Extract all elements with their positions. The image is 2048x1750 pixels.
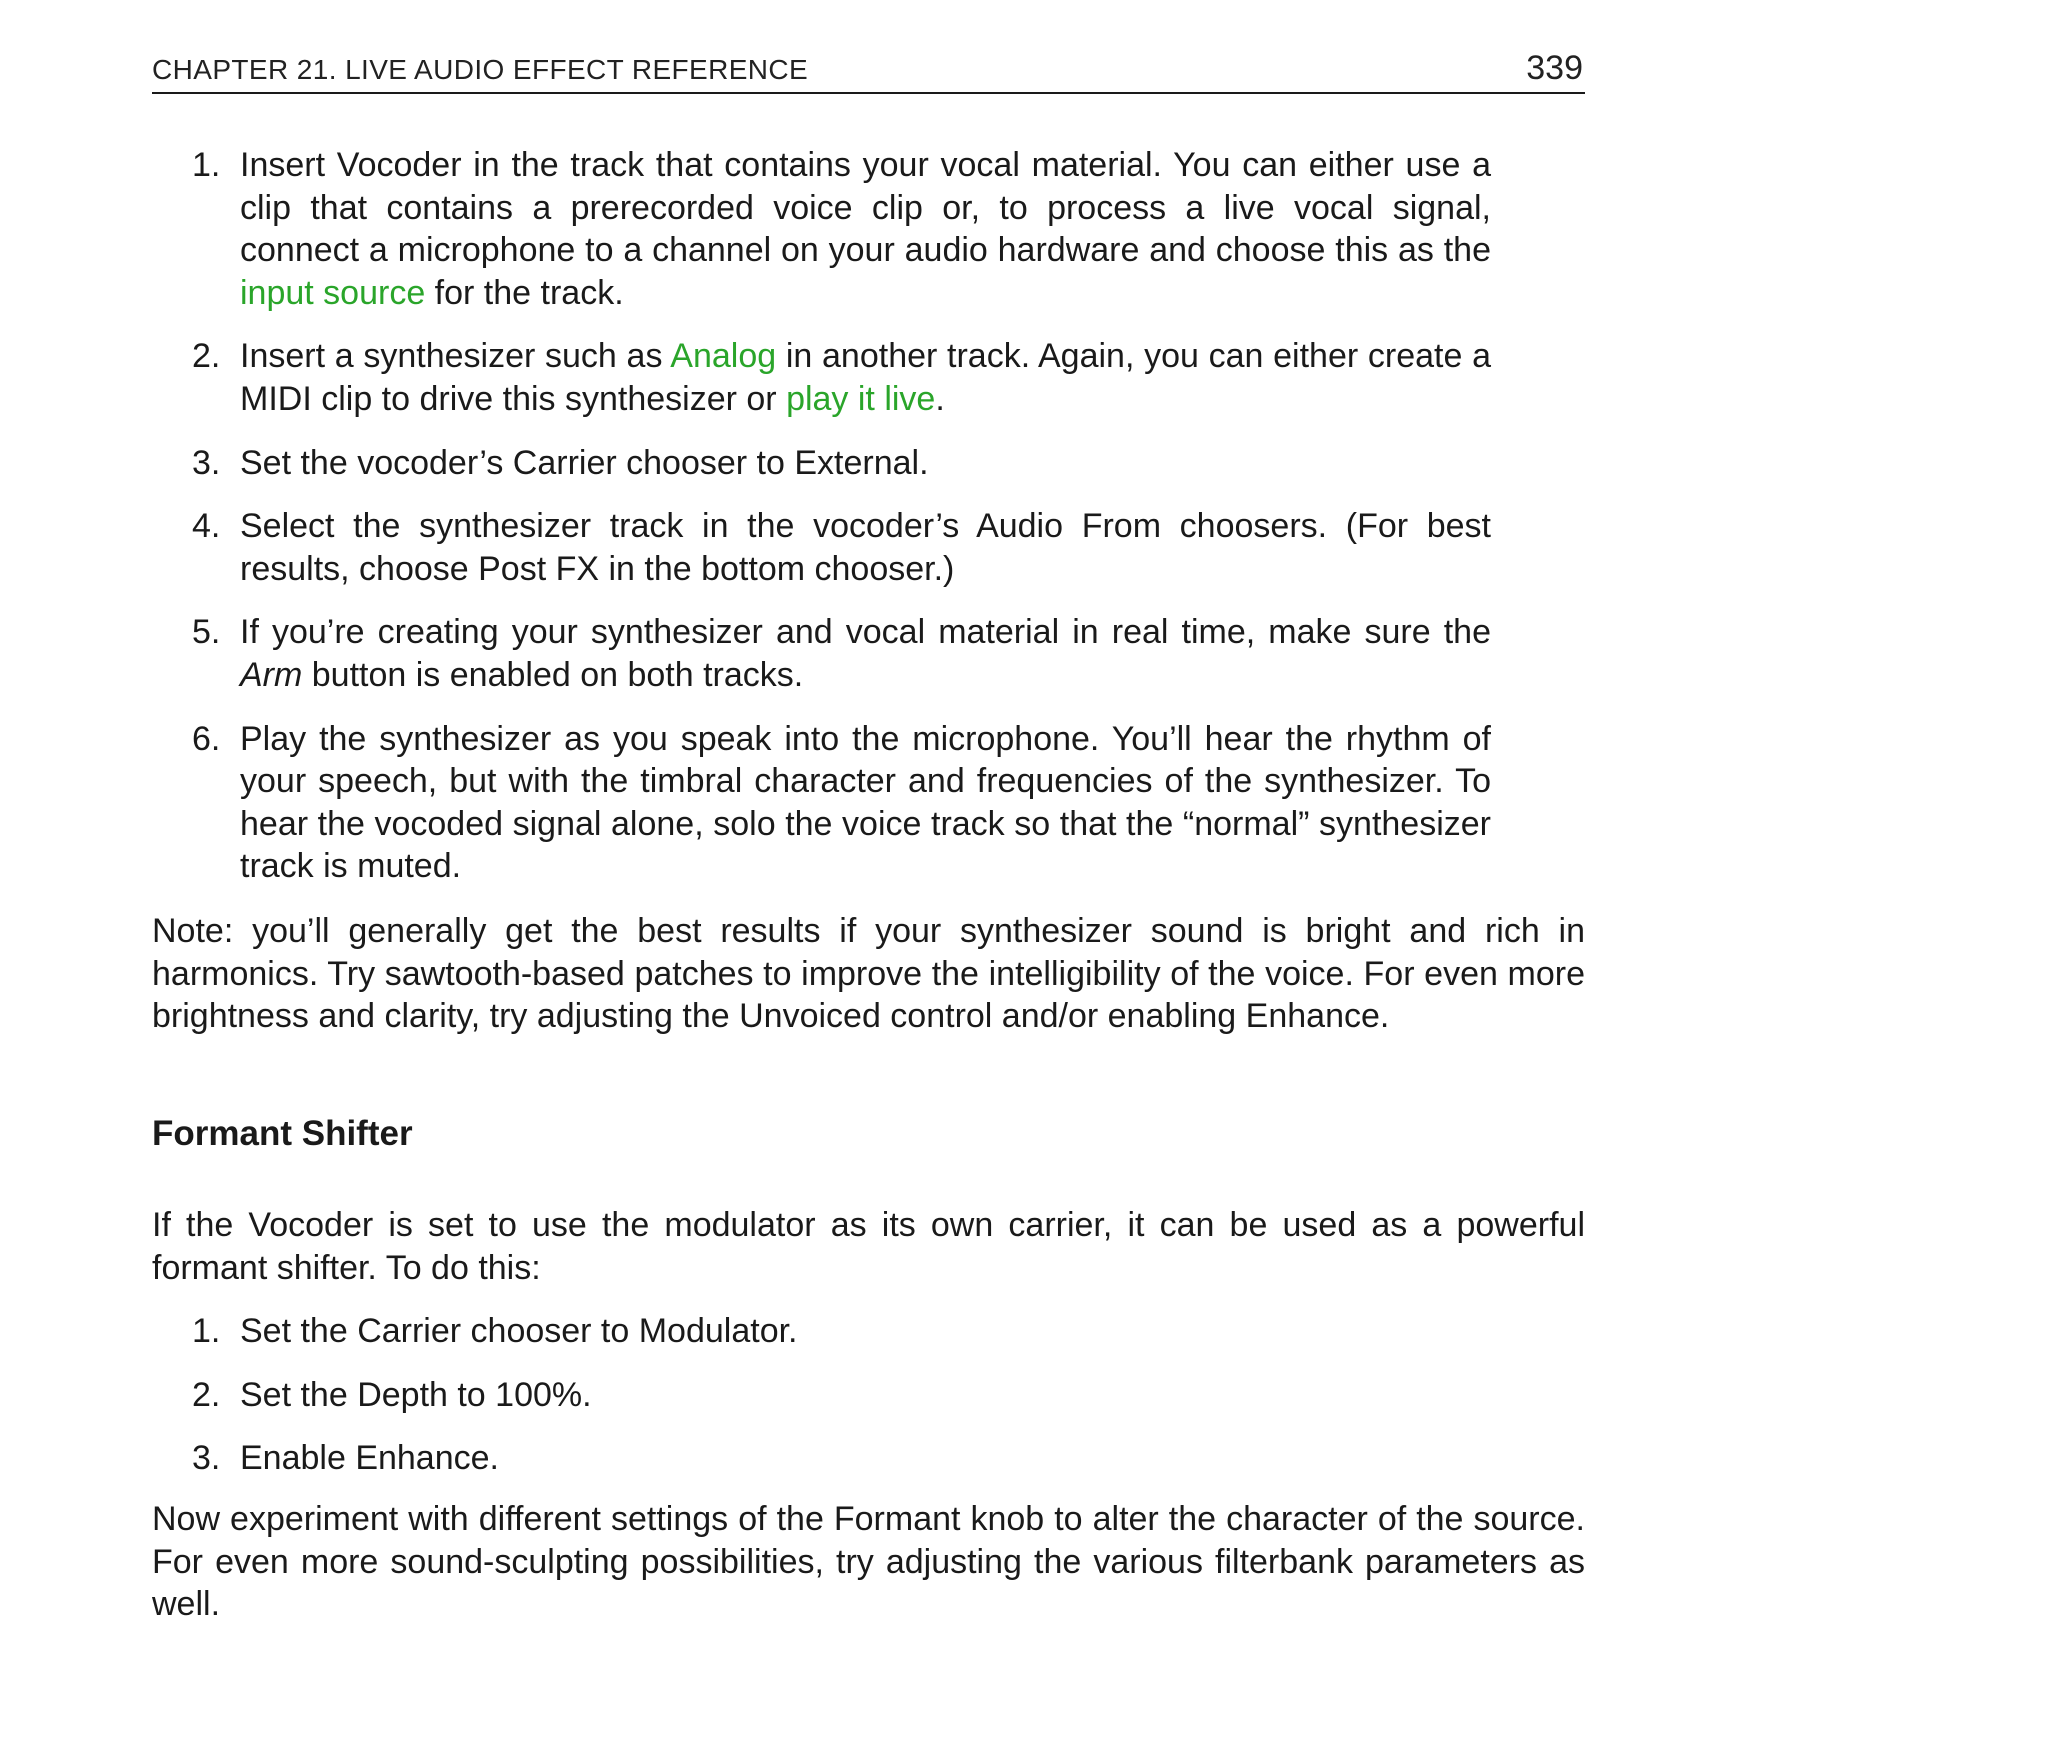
list-number: 4. [192, 507, 221, 546]
step-text: Set the Carrier chooser to Modulator. [240, 1312, 798, 1350]
step-text: Enable Enhance. [240, 1439, 499, 1478]
analog-link[interactable]: Analog [670, 337, 777, 376]
step-text: Set the vocoder’s Carrier chooser to External. [240, 443, 929, 482]
input-source-link[interactable]: input source [240, 273, 426, 312]
list-item [152, 611, 1491, 696]
list-number: 2. [192, 337, 221, 376]
step-text: Insert a synthesizer such as [240, 337, 671, 376]
chapter-title: CHAPTER 21. LIVE AUDIO EFFECT REFERENCE [152, 54, 809, 85]
list-number: 1. [192, 146, 221, 184]
arm-emphasis: Arm [240, 655, 303, 694]
list-item [152, 1374, 1491, 1417]
step-text: Set the Depth to 100%. [240, 1375, 592, 1414]
step-text: button is enabled on both tracks. [302, 655, 804, 694]
step-text: Play the synthesizer as you speak into the microphone. You’ll hear the rhythm of your speech, but with the timbral character and frequencies of the synthesizer. To hear the vocoded signal alone, solo the voice track so that the “normal” synthesizer track is muted. [240, 719, 1491, 886]
step-text: in another track. Again, you can either create a MIDI clip to drive this synthesizer or [240, 337, 1492, 418]
list-item [152, 335, 1491, 420]
page-number: 339 [1526, 49, 1583, 87]
running-header [152, 48, 1585, 94]
list-item [152, 505, 1491, 590]
step-text: Select the synthesizer track in the vocoder’s Audio From choosers. (For best results, choose Post FX in the bottom chooser.) [240, 507, 1491, 588]
list-item [152, 718, 1491, 888]
play-it-live-link[interactable]: play it live [786, 379, 936, 418]
list-item [152, 1310, 1491, 1353]
list-number: 3. [192, 1439, 221, 1478]
step-text: Insert Vocoder in the track that contains your vocal material. You can either use a clip that contains a prerecorded voice clip or, to process a live vocal signal, connect a microphone to a channel on your audio hardware and choose this as the [240, 146, 1491, 270]
step-text: for the track. [425, 273, 624, 312]
formant-steps-list [152, 1310, 1491, 1480]
list-item [152, 1437, 1491, 1480]
step-text: If you’re creating your synthesizer and vocal material in real time, make sure the [240, 613, 1491, 652]
list-number: 3. [192, 443, 221, 482]
list-number: 5. [192, 613, 221, 652]
intro-paragraph: If the Vocoder is set to use the modulator as its own carrier, it can be used as a powerful formant shifter. To do this: [152, 1206, 1585, 1287]
list-number: 1. [192, 1312, 221, 1350]
list-item [152, 144, 1491, 314]
outro-paragraph: Now experiment with different settings of the Formant knob to alter the character of the source. For even more sound-sculpting possibilities, try adjusting the various filterbank parameters as well. [152, 1500, 1585, 1624]
note-paragraph: Note: you’ll generally get the best results if your synthesizer sound is bright and rich in harmonics. Try sawtooth-based patches to improve the intelligibility of the voice. For even more brightness and clarity, try adjusting the Unvoiced control and/or enabling Enhance. [152, 912, 1585, 1036]
list-number: 6. [192, 719, 221, 758]
step-text: . [935, 379, 945, 418]
list-number: 2. [192, 1375, 221, 1414]
list-item [152, 442, 1491, 485]
vocoder-steps-list [152, 144, 1491, 888]
section-heading: Formant Shifter [152, 1114, 413, 1153]
